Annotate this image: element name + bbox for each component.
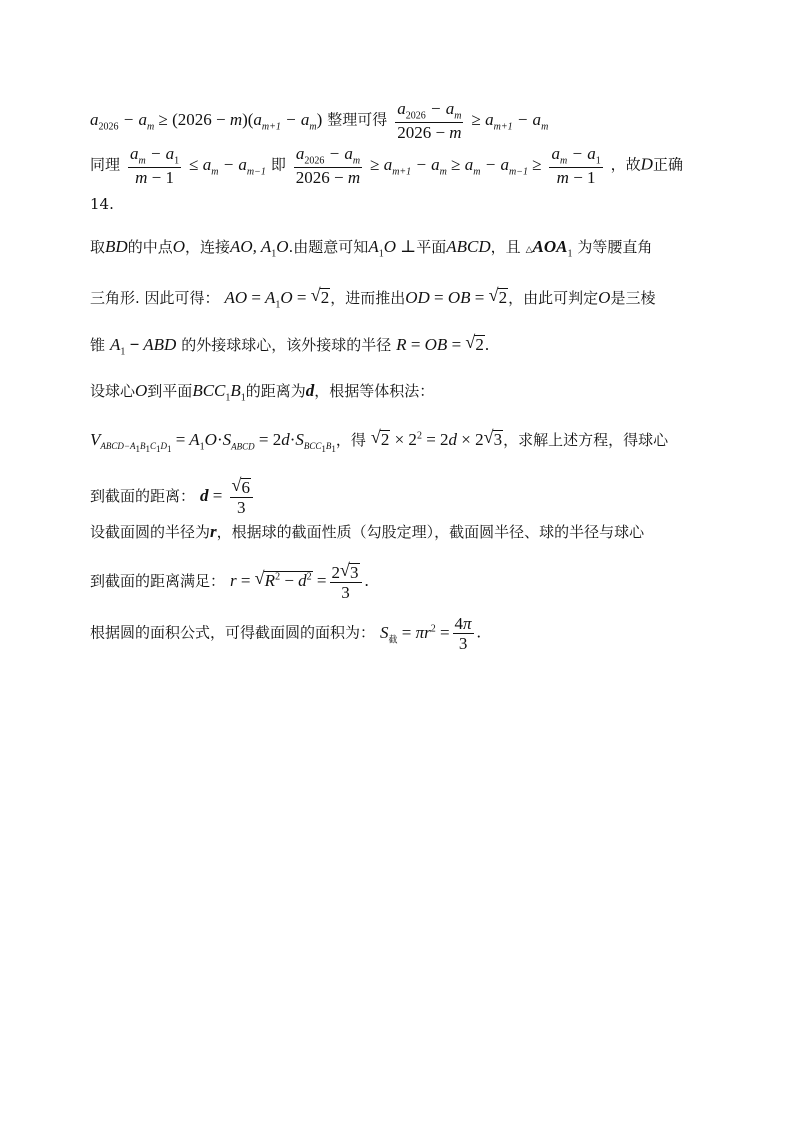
solution-line-3: 锥 $A_1$ − ABD 的外接球球心，该外接球的半径 R = OB = √ 2.: [90, 332, 490, 358]
text-midpoint: 的中点: [127, 238, 173, 256]
text-correct: 正确: [652, 155, 683, 174]
text-volume-method: ，根据等体积法：: [314, 382, 435, 400]
text-and: ，且: [490, 238, 521, 256]
solution-line-9: 根据圆的面积公式，可得截面圆的面积为： $S_截 = \pi r^2$ = $\frac{4\pi}{3}$ .: [90, 614, 481, 653]
text-is-pyramid: 是三棱: [610, 289, 656, 307]
text-let-center: 设球心: [90, 382, 136, 400]
solution-line-2: 三角形. 因此可得： AO = $A_1O$ = √ 2，进而推出OD = OB = √ 2，由此可判定O是三棱: [90, 285, 656, 311]
solution-line-5: $V_{ABCD-A_1B_1C_1D_1} = A_1O\cdot S_{ABCD} = 2d\cdot S_{BCC_1B_1}$，得 √ $2 \times 2^2 = 2d \times 2$ √ 3，求解上述方程，得球心: [90, 427, 669, 455]
text-namely: 即: [270, 155, 286, 174]
text-distance: 的距离为: [245, 382, 306, 400]
text-area-formula: 根据圆的面积公式，可得截面圆的面积为：: [90, 623, 376, 642]
text-pyramid: 锥: [90, 336, 106, 354]
formula-line-1: $a_{2026} - a_m \ge (2026 - m)(a_{m+1} - a_m)$ 整理可得 $\frac{a_{2026} - a_m}{2026 - m}$ ≥ $a_{m+1} - a_m$: [90, 99, 549, 143]
text-take: 取: [90, 238, 106, 256]
text-determine: ，由此可判定: [508, 289, 599, 307]
subscript-section: 截: [388, 634, 398, 645]
text-get: ，得: [335, 431, 366, 449]
text-satisfies: 到截面的距离满足：: [90, 572, 226, 590]
formula-line-2: 同理 $\frac{a_m - a_1}{m - 1}$ ≤ $a_m - a_{m-1}$ 即 $\frac{a_{2026} - a_m}{2026 - m}$ ≥ $a_{m+1} - a_m \ge a_m - a_{m-1}$ ≥ $\frac{a_m - a_1}{m - 1}$ ，故D正确: [90, 144, 683, 188]
text-solve: ，求解上述方程，得球心: [503, 431, 669, 449]
text-circumcenter: 的外接球球心，该外接球的半径: [181, 336, 392, 354]
text-distance-to-section: 到截面的距离：: [90, 487, 196, 505]
text-known: .由题意可知: [288, 238, 369, 256]
solution-line-7: 设截面圆的半径为r，根据球的截面性质（勾股定理），截面圆半径、球的半径与球心: [90, 522, 645, 541]
text-triangle-thus: 三角形. 因此可得：: [90, 289, 220, 307]
solution-line-8: 到截面的距离满足： r = √ $R^2 - d^2$ = 2 √ 3 3 .: [90, 560, 369, 602]
question-number: 14.: [90, 195, 114, 213]
text-rearrange: 整理可得: [327, 110, 388, 129]
text-connect: ，连接: [184, 238, 230, 256]
solution-line-6: 到截面的距离： d = √ 6 3: [90, 478, 256, 516]
solution-line-4: 设球心O到平面$BCC_1B_1$的距离为d，根据等体积法：: [90, 381, 435, 404]
text-isosceles: 为等腰直角: [577, 238, 653, 256]
text-to-plane: 到平面: [147, 382, 193, 400]
text-let-radius: 设截面圆的半径为: [90, 523, 211, 541]
text-therefore: ，故: [610, 155, 641, 174]
text-section-property: ，根据球的截面性质（勾股定理），截面圆半径、球的半径与球心: [216, 523, 645, 541]
text-deduce: ，进而推出: [330, 289, 406, 307]
text-plane: 平面: [416, 238, 447, 256]
text-similarly: 同理: [90, 155, 121, 174]
solution-line-1: 取BD的中点O，连接AO, $A_1O$.由题意可知$A_1O$ ⊥平面ABCD，且 $\triangle AOA_1$ 为等腰直角: [90, 237, 653, 260]
